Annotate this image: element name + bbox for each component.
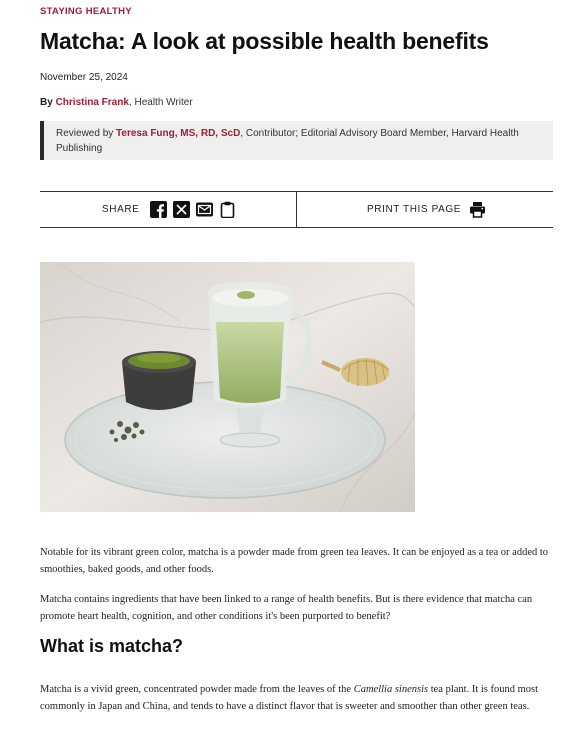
share-group: [102, 201, 236, 218]
matcha-photo: [40, 262, 415, 512]
share-bar: [40, 191, 553, 228]
reviewer-role: , Contributor; Editorial Advisory Board Member, Harvard Health Publishing: [56, 128, 519, 154]
review-prefix: Reviewed by: [56, 128, 117, 139]
print-label: PRINT THIS PAGE: [367, 204, 462, 215]
author-link[interactable]: Christina Frank: [55, 97, 129, 108]
page-title: Matcha: A look at possible health benefits: [40, 28, 489, 54]
x-icon[interactable]: [173, 201, 190, 218]
body-paragraph-1: Notable for its vibrant green color, matcha is a powder made from green tea leaves. It can be enjoyed as a tea or added to smoothies, baked goods, and other foods.: [40, 546, 549, 575]
publish-date: November 25, 2024: [40, 72, 128, 83]
share-divider: [296, 192, 297, 227]
email-icon[interactable]: [196, 201, 213, 218]
printer-icon[interactable]: [469, 201, 486, 218]
section-heading: What is matcha?: [40, 636, 184, 656]
reviewer-link[interactable]: Teresa Fung, MS, RD, ScD: [116, 128, 241, 139]
p3-text-a: Matcha is a vivid green, concentrated powder made from the leaves of the: [40, 683, 354, 695]
share-label: SHARE: [102, 204, 140, 215]
body-paragraph-3: [40, 681, 553, 715]
category-kicker[interactable]: STAYING HEALTHY: [40, 6, 132, 17]
review-box: [40, 121, 553, 160]
facebook-icon[interactable]: [150, 201, 167, 218]
p3-text-b: tea plant. It is found most commonly in Japan and China, and tends to have a distinct flavor that is sweeter and smoother than other green teas.: [40, 683, 539, 712]
body-paragraph-2: Matcha contains ingredients that have been linked to a range of health benefits. But is there evidence that matcha can promote heart health, cognition, and other conditions it's been purported to benefit?: [40, 593, 533, 622]
species-name: Camellia sinensis: [353, 683, 429, 695]
print-page-button[interactable]: [367, 201, 486, 218]
byline-prefix: By: [40, 97, 56, 108]
byline: [40, 97, 193, 108]
author-role: , Health Writer: [128, 97, 193, 108]
clipboard-icon[interactable]: [219, 201, 236, 218]
